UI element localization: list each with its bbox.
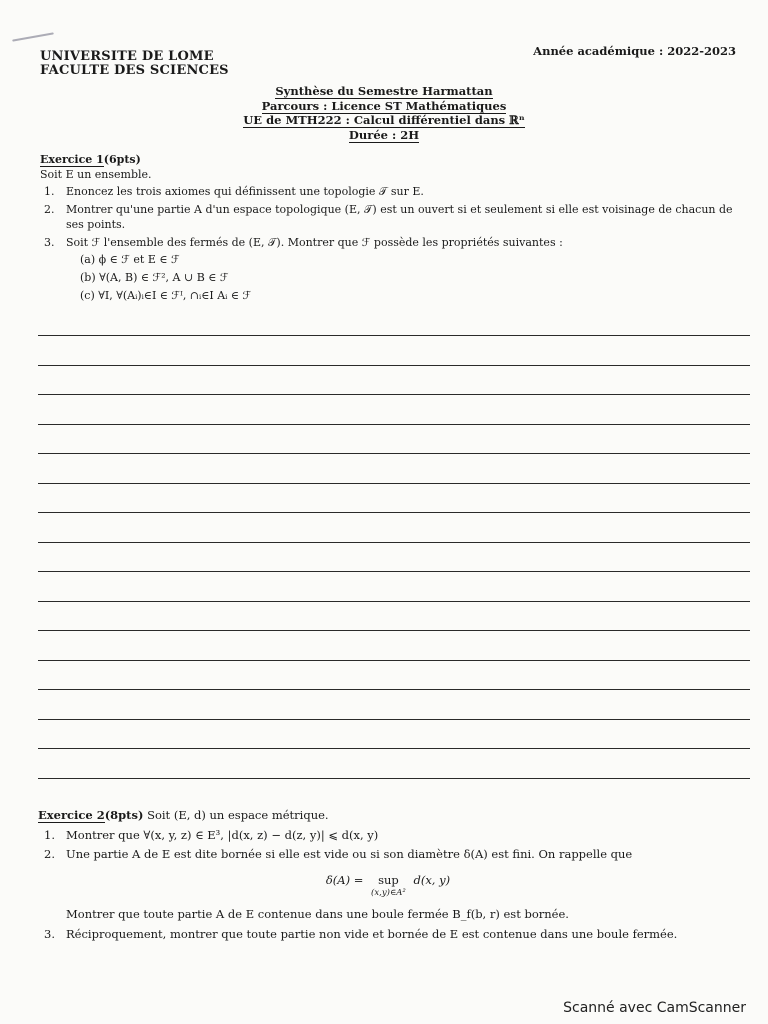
title-line-1: Synthèse du Semestre Harmattan [275, 84, 493, 98]
exercise-2-heading-row: Exercice 2(8pts) Soit (E, d) un espace métrique. [38, 808, 329, 822]
answer-line [38, 660, 750, 661]
faculty-name: FACULTE DES SCIENCES [40, 63, 229, 78]
question-item: 2. Montrer qu'une partie A d'un espace topologique (E, 𝒯) est un ouvert si et seulement si elle est voisinage de chacun de ses points. [44, 203, 733, 231]
answer-lines [38, 335, 750, 807]
exercise-2-questions [38, 827, 738, 862]
scanner-watermark: Scanné avec CamScanner [563, 1000, 746, 1016]
answer-line [38, 689, 750, 690]
answer-line [38, 335, 750, 336]
diameter-formula: δ(A) = sup (x,y)∈A² d(x, y) [325, 873, 451, 898]
question-item: 1. Enoncez les trois axiomes qui définissent une topologie 𝒯 sur E. [44, 185, 424, 198]
answer-line [38, 748, 750, 749]
title-line-3: UE de MTH222 : Calcul différentiel dans ℝⁿ [243, 113, 525, 127]
question-2-statement: Montrer que toute partie A de E contenue dans une boule fermée B_f(b, r) est bornée. [66, 907, 569, 921]
sub-question: (c) ∀I, ∀(Aᵢ)ᵢ∈I ∈ ℱᴵ, ∩ᵢ∈I Aᵢ ∈ ℱ [80, 289, 252, 302]
sub-question: (b) ∀(A, B) ∈ ℱ², A ∪ B ∈ ℱ [80, 271, 229, 284]
question-item: 3. Réciproquement, montrer que toute partie non vide et bornée de E est contenue dans une boule fermée. [44, 927, 678, 941]
institution-block [40, 50, 229, 78]
exercise-2 [38, 807, 738, 945]
exercise-1-intro: Soit E un ensemble. [40, 168, 152, 181]
answer-line [38, 719, 750, 720]
question-item: 3. Soit ℱ l'ensemble des fermés de (E, 𝒯). Montrer que ℱ possède les propriétés suivantes : (a) ϕ ∈ ℱ et E ∈ ℱ (b) ∀(A, B) ∈ ℱ², A ∪ B ∈ ℱ (c) ∀I, ∀(Aᵢ)ᵢ∈I ∈ ℱᴵ, ∩ᵢ∈I Aᵢ ∈ ℱ [62, 235, 740, 303]
exercise-1-heading: Exercice 1(6pts) [40, 153, 141, 166]
academic-year: Année académique : 2022-2023 [533, 44, 736, 58]
answer-line [38, 453, 750, 454]
exercise-1-questions [40, 184, 740, 303]
answer-line [38, 512, 750, 513]
answer-line [38, 483, 750, 484]
exercise-2-heading: Exercice 2 [38, 808, 105, 822]
university-name: UNIVERSITE DE LOME [40, 49, 214, 64]
answer-line [38, 394, 750, 395]
answer-line [38, 571, 750, 572]
title-line-4: Durée : 2H [348, 127, 420, 142]
answer-line [38, 542, 750, 543]
exercise-2-questions-cont [38, 926, 738, 942]
sub-questions [80, 252, 740, 303]
question-item: 2. Une partie A de E est dite bornée si elle est vide ou si son diamètre δ(A) est fini. On rappelle que [44, 847, 633, 861]
title-line-2: Parcours : Licence ST Mathématiques [261, 98, 507, 113]
answer-line [38, 365, 750, 366]
pen-mark [12, 32, 54, 41]
question-item: 1. Montrer que ∀(x, y, z) ∈ E³, |d(x, z) − d(z, y)| ⩽ d(x, y) [44, 828, 379, 842]
answer-line [38, 424, 750, 425]
answer-line [38, 630, 750, 631]
exam-title-block [0, 84, 768, 142]
answer-line [38, 778, 750, 779]
answer-line [38, 601, 750, 602]
exercise-1 [40, 152, 740, 306]
exercise-2-intro: Soit (E, d) un espace métrique. [147, 808, 329, 822]
sub-question: (a) ϕ ∈ ℱ et E ∈ ℱ [80, 253, 180, 266]
